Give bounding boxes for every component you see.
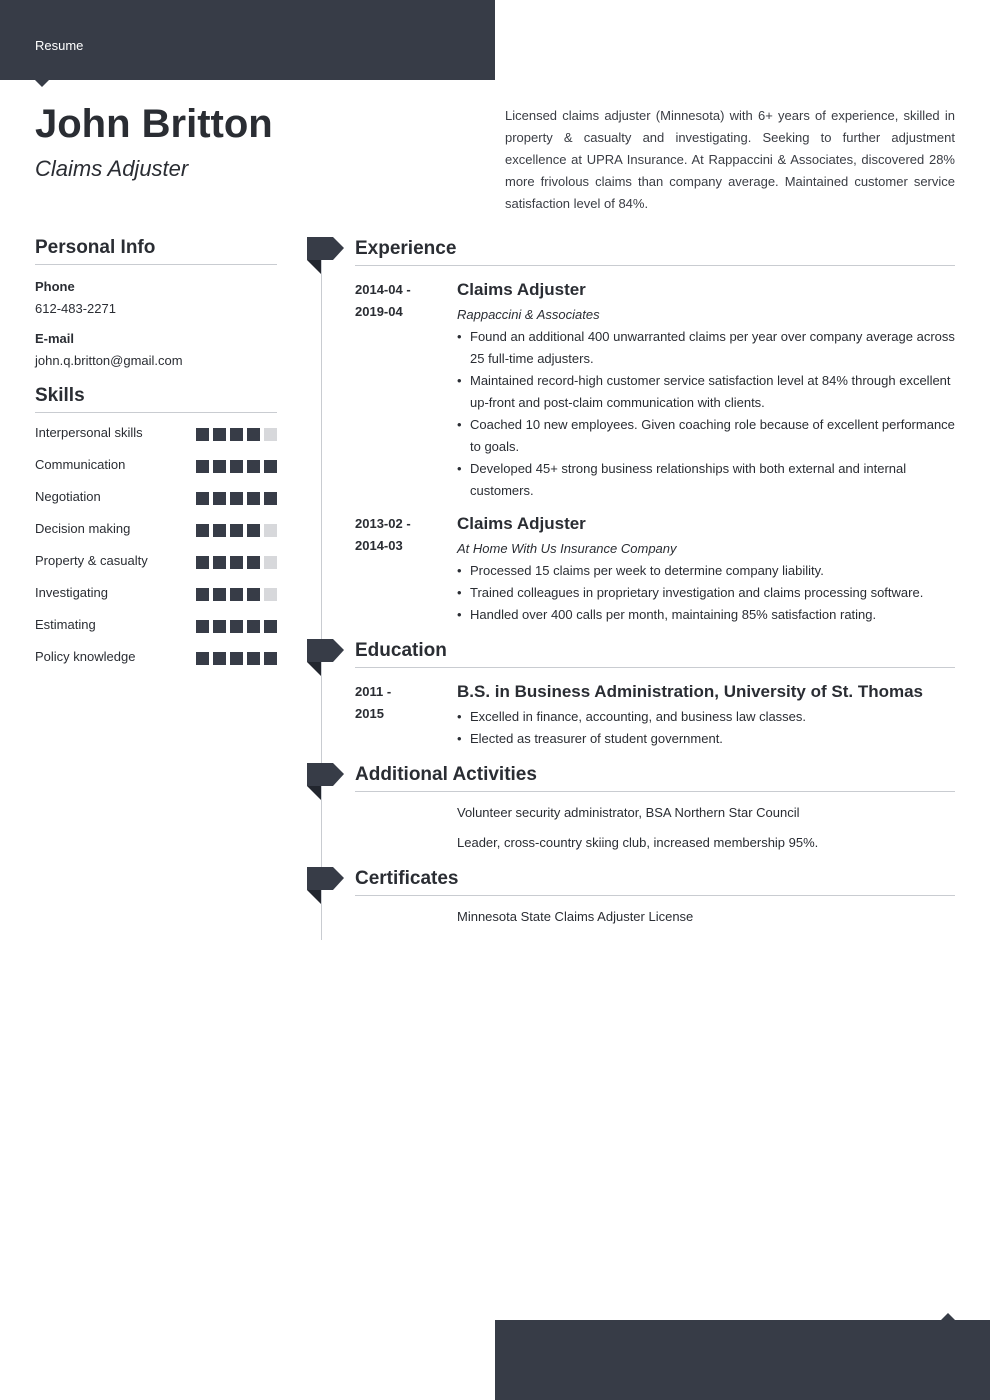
skill-list [35,425,277,681]
activity-item: Volunteer security administrator, BSA Northern Star Council [457,805,800,820]
top-header-band [0,0,495,80]
rating-square-filled [213,652,226,665]
rating-square-filled [230,428,243,441]
rating-square-filled [264,652,277,665]
skills-heading: Skills [35,385,277,413]
bullet-item: • Excelled in finance, accounting, and business law classes. [457,706,955,728]
rating-square-empty [264,588,277,601]
email-label: E-mail [35,331,75,346]
bullet-item: • Coached 10 new employees. Given coaching role because of excellent performance to goals. [457,414,955,458]
bullet-item: • Trained colleagues in proprietary investigation and claims processing software. [457,582,955,604]
rating-square-filled [247,492,260,505]
section-flag-icon [307,867,344,907]
job-title: Claims Adjuster [457,280,586,299]
company-name: Rappaccini & Associates [457,307,600,322]
experience-heading: Experience [355,238,955,266]
skill-name: Communication [35,457,126,472]
certificates-heading: Certificates [355,868,955,896]
job-body [457,513,955,626]
skill-name: Property & casualty [35,553,148,568]
job-dates [355,513,445,557]
header-notch [35,80,49,87]
skill-rating [192,492,277,505]
date-start: 2013-02 - [355,516,411,531]
rating-square-filled [247,652,260,665]
rating-square-filled [196,588,209,601]
candidate-title: Claims Adjuster [35,156,189,181]
skill-item [35,585,277,617]
candidate-name: John Britton [35,102,273,146]
education-body [457,681,955,750]
rating-square-filled [213,492,226,505]
skill-item [35,425,277,457]
job-body [457,279,955,502]
education-heading: Education [355,640,955,668]
rating-square-filled [264,460,277,473]
skill-rating [192,588,277,601]
skill-name: Decision making [35,521,131,536]
bullet-item: • Handled over 400 calls per month, maintaining 85% satisfaction rating. [457,604,955,626]
rating-square-filled [230,492,243,505]
bullet-item: • Developed 45+ strong business relationships with both external and internal customers. [457,458,955,502]
timeline-line [321,260,322,940]
section-flag-icon [307,763,344,803]
rating-square-filled [247,556,260,569]
footer-notch [941,1313,955,1320]
rating-square-filled [213,588,226,601]
job-dates [355,279,445,323]
bullet-item: • Processed 15 claims per week to determine company liability. [457,560,955,582]
skill-item [35,649,277,681]
skill-rating [192,620,277,633]
left-column [35,237,277,681]
rating-square-filled [264,492,277,505]
activity-item: Leader, cross-country skiing club, increased membership 95%. [457,835,819,850]
certificates-body [457,906,955,928]
phone-label: Phone [35,279,75,294]
skill-rating [192,652,277,665]
rating-square-filled [196,652,209,665]
rating-square-filled [213,524,226,537]
bullet-item: • Found an additional 400 unwarranted claims per year over company average across 25 full-time adjusters. [457,326,955,370]
date-end: 2019-04 [355,304,403,319]
rating-square-filled [230,620,243,633]
document-label: Resume [35,38,84,53]
skill-name: Policy knowledge [35,649,136,664]
skill-rating [192,524,277,537]
rating-square-filled [196,492,209,505]
date-start: 2014-04 - [355,282,411,297]
skill-rating [192,460,277,473]
skill-name: Estimating [35,617,96,632]
date-end: 2014-03 [355,538,403,553]
rating-square-empty [264,428,277,441]
skill-item [35,489,277,521]
email-value: john.q.britton@gmail.com [35,353,183,368]
profile-summary: Licensed claims adjuster (Minnesota) with 6+ years of experience, skilled in property & casualty and investigating. Seeking to further adjustment excellence at UPRA Insurance. At Rappaccini & Associates, discovered 28% more frivolous claims than company average. Maintained customer service satisfaction level of 84%. [505,108,955,211]
education-bullets [457,706,955,750]
rating-square-filled [196,428,209,441]
rating-square-filled [196,556,209,569]
section-flag-icon [307,237,344,277]
rating-square-filled [247,620,260,633]
rating-square-filled [247,588,260,601]
rating-square-filled [213,428,226,441]
phone-value: 612-483-2271 [35,301,116,316]
bottom-footer-band [495,1320,990,1400]
rating-square-filled [247,428,260,441]
skill-name: Negotiation [35,489,101,504]
rating-square-empty [264,524,277,537]
job-bullets [457,560,955,626]
skill-rating [192,556,277,569]
degree-title: B.S. in Business Administration, University of St. Thomas [457,682,924,701]
rating-square-filled [264,620,277,633]
bullet-item: • Elected as treasurer of student government. [457,728,955,750]
rating-square-filled [247,460,260,473]
job-bullets [457,326,955,502]
skill-rating [192,428,277,441]
skill-name: Interpersonal skills [35,425,143,440]
job-title: Claims Adjuster [457,514,586,533]
rating-square-filled [196,620,209,633]
skill-item [35,457,277,489]
activities-body [457,802,955,854]
skill-item [35,521,277,553]
rating-square-filled [230,588,243,601]
rating-square-filled [213,620,226,633]
rating-square-filled [230,652,243,665]
bullet-item: • Maintained record-high customer service satisfaction level at 84% through excellent up-front and post-claim communication with clients. [457,370,955,414]
rating-square-filled [230,460,243,473]
personal-info-heading: Personal Info [35,237,277,265]
rating-square-empty [264,556,277,569]
certificate-item: Minnesota State Claims Adjuster License [457,909,694,924]
rating-square-filled [213,556,226,569]
company-name: At Home With Us Insurance Company [457,541,677,556]
rating-square-filled [230,556,243,569]
rating-square-filled [247,524,260,537]
rating-square-filled [196,524,209,537]
skill-item [35,617,277,649]
education-dates [355,681,445,725]
rating-square-filled [230,524,243,537]
activities-heading: Additional Activities [355,764,955,792]
rating-square-filled [213,460,226,473]
date-start: 2011 - [355,684,392,699]
skill-item [35,553,277,585]
section-flag-icon [307,639,344,679]
date-end: 2015 [355,706,384,721]
rating-square-filled [196,460,209,473]
skill-name: Investigating [35,585,108,600]
